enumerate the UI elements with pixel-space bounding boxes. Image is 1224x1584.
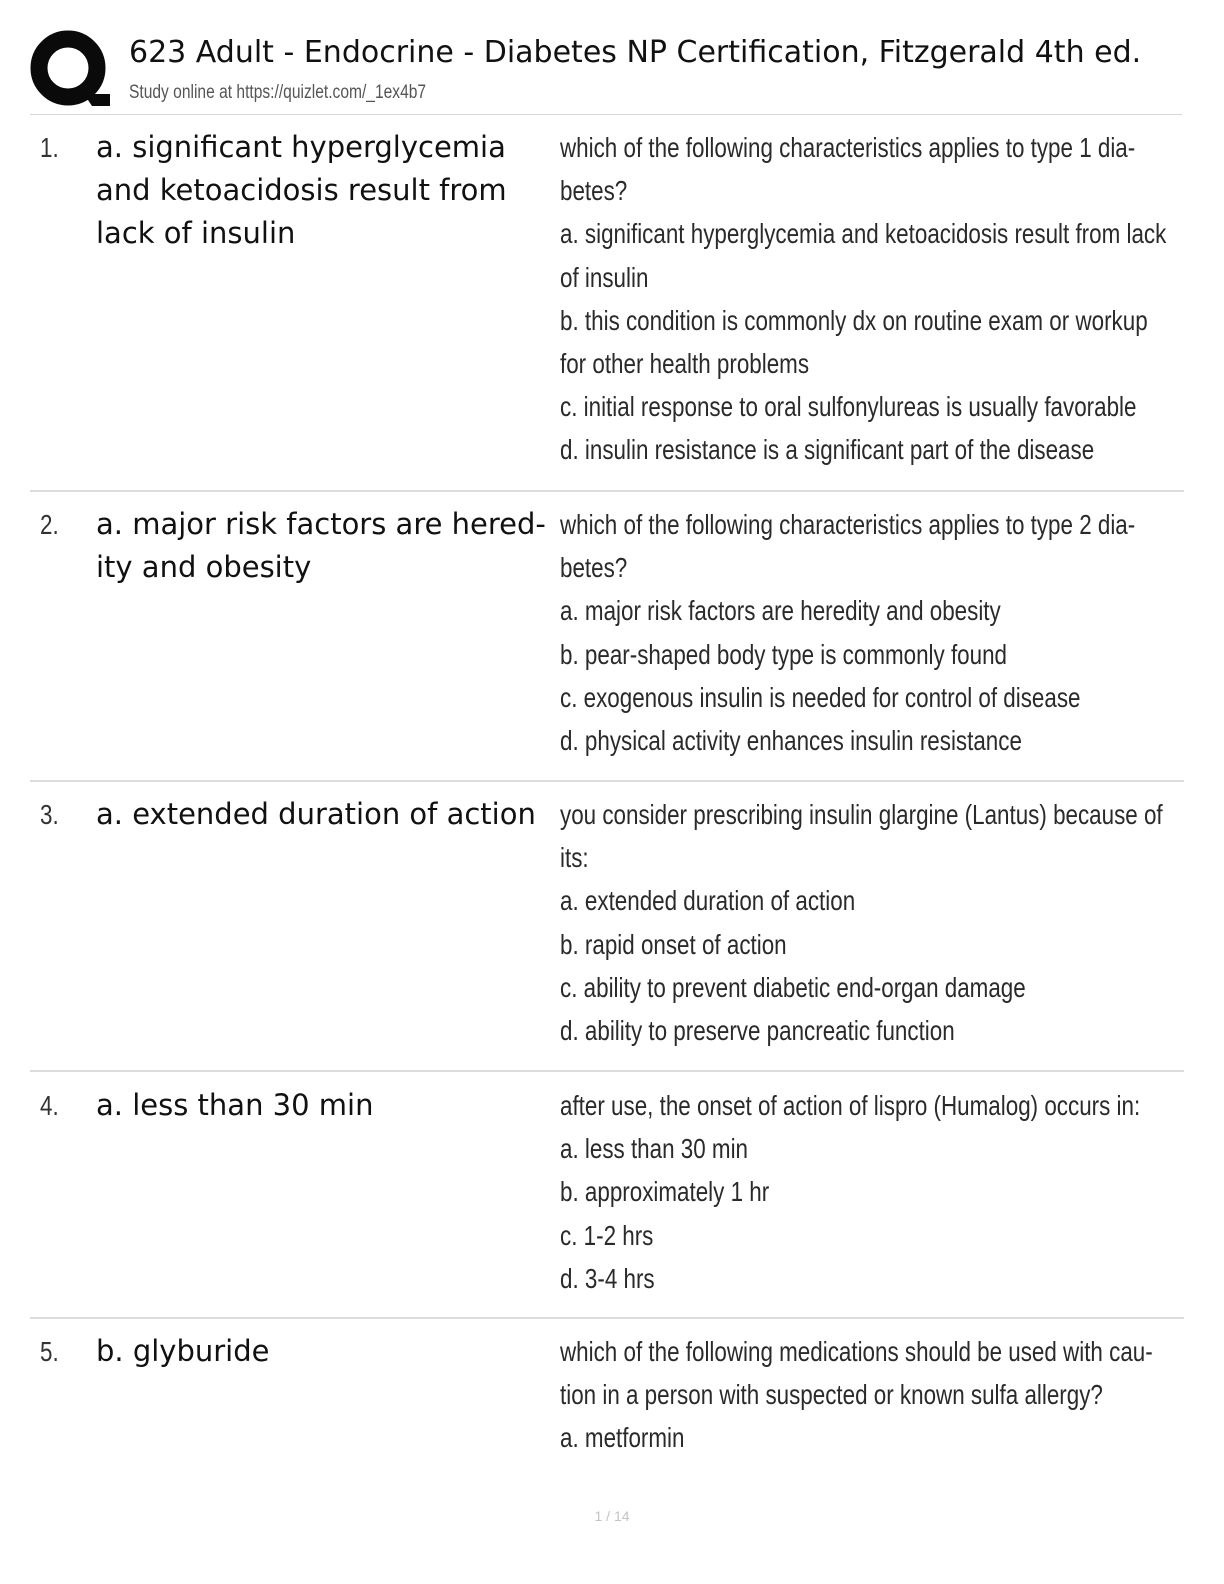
definition-line: a. metformin xyxy=(560,1422,685,1454)
card-term: a. major risk factors are hered-ity and obesity xyxy=(96,507,546,584)
definition-line: d. physical activity enhances insulin resistance xyxy=(560,725,1022,757)
definition-line: which of the following medications should be used with cau- xyxy=(560,1336,1153,1367)
card-term: a. significant hyperglycemia and ketoacidosis result from lack of insulin xyxy=(96,130,507,250)
flashcard-row xyxy=(30,1330,1184,1470)
document-title: 623 Adult - Endocrine - Diabetes NP Certification, Fitzgerald 4th ed. xyxy=(129,35,1142,70)
definition-line: c. exogenous insulin is needed for control of disease xyxy=(560,681,1081,713)
definition-line: b. this condition is commonly dx on routine exam or workup xyxy=(560,304,1148,336)
definition-line: b. pear-shaped body type is commonly found xyxy=(560,638,1008,670)
definition-line: b. rapid onset of action xyxy=(560,928,787,960)
card-definition xyxy=(560,793,1163,1052)
flashcard-row xyxy=(30,793,1184,1055)
definition-line: after use, the onset of action of lispro (Humalog) occurs in: xyxy=(560,1090,1141,1121)
flashcard-row xyxy=(30,1084,1184,1304)
card-divider xyxy=(30,1070,1184,1072)
flashcard-row xyxy=(30,503,1184,765)
definition-line: c. initial response to oral sulfonylureas is usually favorable xyxy=(560,391,1137,423)
card-divider xyxy=(30,490,1184,492)
definition-line: for other health problems xyxy=(560,348,810,380)
definition-line: a. significant hyperglycemia and ketoacidosis result from lack xyxy=(560,218,1167,250)
card-divider xyxy=(30,1317,1184,1319)
study-online-link[interactable]: Study online at https://quizlet.com/_1ex4b7 xyxy=(129,82,427,103)
definition-line: tion in a person with suspected or known sulfa allergy? xyxy=(560,1379,1103,1411)
definition-line: a. less than 30 min xyxy=(560,1133,749,1165)
card-number: 3. xyxy=(40,799,59,830)
card-term: a. less than 30 min xyxy=(96,1088,374,1122)
card-number: 1. xyxy=(40,132,59,163)
definition-line: which of the following characteristics applies to type 1 dia- xyxy=(560,132,1136,163)
definition-line: betes? xyxy=(560,552,628,584)
card-number: 4. xyxy=(40,1090,59,1121)
definition-line: b. approximately 1 hr xyxy=(560,1176,770,1208)
definition-line: d. 3-4 hrs xyxy=(560,1262,655,1294)
card-number: 5. xyxy=(40,1336,59,1367)
card-term: b. glyburide xyxy=(96,1334,270,1368)
card-term: a. extended duration of action xyxy=(96,797,536,831)
flashcard-row xyxy=(30,126,1184,476)
card-definition xyxy=(560,1084,1152,1300)
card-number: 2. xyxy=(40,509,59,540)
definition-line: d. insulin resistance is a significant part of the disease xyxy=(560,434,1095,466)
definition-line: of insulin xyxy=(560,261,649,293)
definition-line: a. extended duration of action xyxy=(560,885,856,917)
quizlet-q-logo-icon xyxy=(30,30,110,110)
page-header xyxy=(30,26,1190,114)
page-number: 1 / 14 xyxy=(594,1508,630,1524)
definition-line: betes? xyxy=(560,175,628,207)
definition-line: c. ability to prevent diabetic end-organ damage xyxy=(560,971,1026,1003)
definition-line: d. ability to preserve pancreatic function xyxy=(560,1015,955,1047)
card-definition xyxy=(560,126,1167,472)
card-divider xyxy=(30,780,1184,782)
card-definition xyxy=(560,1330,1152,1460)
card-definition xyxy=(560,503,1152,762)
definition-line: which of the following characteristics applies to type 2 dia- xyxy=(560,509,1136,540)
definition-line: c. 1-2 hrs xyxy=(560,1219,654,1251)
definition-line: you consider prescribing insulin glargine (Lantus) because of xyxy=(560,799,1163,830)
definition-line: a. major risk factors are heredity and obesity xyxy=(560,595,1001,627)
header-divider xyxy=(30,114,1182,115)
definition-line: its: xyxy=(560,842,589,874)
